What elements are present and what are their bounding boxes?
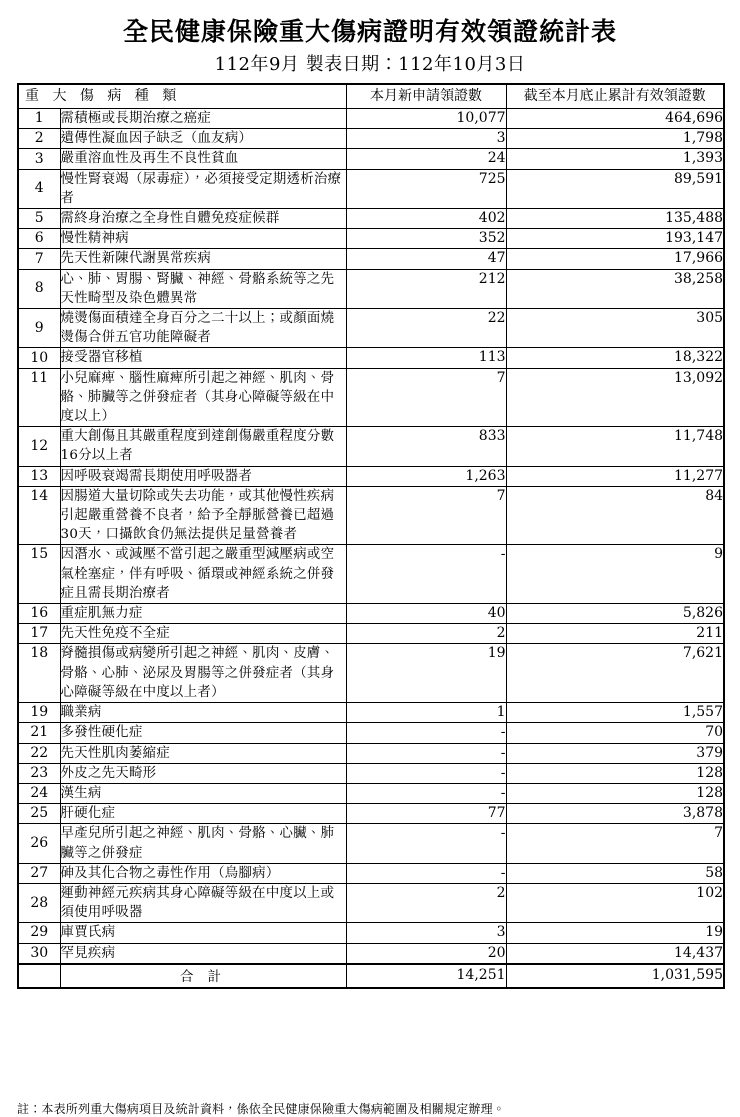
cumulative-valid-certificates-value: 38,258: [506, 269, 724, 308]
table-row: [18, 249, 724, 269]
illness-name: 脊髓損傷或病變所引起之神經、肌肉、皮膚、骨骼、心肺、泌尿及胃腸等之併發症者（其身心障礙等級在中度以上者）: [60, 644, 346, 703]
illness-name: 遺傳性凝血因子缺乏（血友病）: [60, 129, 346, 149]
total-row-blank-cell: [18, 964, 60, 988]
table-row: [18, 883, 724, 922]
total-row: [18, 964, 724, 988]
new-applications-value: -: [346, 863, 506, 883]
table-row: [18, 149, 724, 169]
table-row: [18, 703, 724, 723]
new-applications-value: 22: [346, 309, 506, 348]
table-row: [18, 923, 724, 943]
table-row: [18, 309, 724, 348]
table-row: [18, 604, 724, 624]
new-applications-value: 1,263: [346, 466, 506, 486]
table-footnote: 註：本表所列重大傷病項目及統計資料，係依全民健康保險重大傷病範圍及相關規定辦理。: [17, 1102, 506, 1116]
cumulative-valid-certificates-value: 14,437: [506, 943, 724, 964]
table-header-row: [18, 84, 724, 109]
table-row: [18, 269, 724, 308]
cumulative-valid-certificates-value: 9: [506, 545, 724, 604]
cumulative-valid-certificates-value: 128: [506, 763, 724, 783]
table-row: [18, 783, 724, 803]
illness-name: 重大創傷且其嚴重程度到達創傷嚴重程度分數16分以上者: [60, 427, 346, 466]
cumulative-valid-certificates-value: 1,557: [506, 703, 724, 723]
new-applications-value: -: [346, 763, 506, 783]
table-row: [18, 209, 724, 229]
table-row: [18, 545, 724, 604]
illness-name: 先天性肌肉萎縮症: [60, 743, 346, 763]
cumulative-valid-certificates-value: 70: [506, 723, 724, 743]
page-subtitle: 112年9月 製表日期：112年10月3日: [214, 54, 526, 75]
cumulative-valid-certificates-value: 3,878: [506, 804, 724, 824]
new-applications-value: 20: [346, 943, 506, 964]
illness-name: 慢性精神病: [60, 229, 346, 249]
table-row: [18, 644, 724, 703]
illness-name: 慢性腎衰竭（尿毒症），必須接受定期透析治療者: [60, 169, 346, 208]
table-row: [18, 723, 724, 743]
cumulative-valid-certificates-value: 5,826: [506, 604, 724, 624]
table-row: [18, 824, 724, 863]
cumulative-valid-certificates-value: 11,748: [506, 427, 724, 466]
illness-name: 接受器官移植: [60, 348, 346, 368]
new-applications-value: 1: [346, 703, 506, 723]
new-applications-value: 2: [346, 883, 506, 922]
table-row: [18, 863, 724, 883]
table-row: [18, 804, 724, 824]
cumulative-valid-certificates-value: 193,147: [506, 229, 724, 249]
new-applications-value: 402: [346, 209, 506, 229]
illness-name: 先天性新陳代謝異常疾病: [60, 249, 346, 269]
illness-name: 職業病: [60, 703, 346, 723]
cumulative-valid-certificates-value: 464,696: [506, 109, 724, 129]
row-number: 15: [18, 545, 60, 604]
row-number: 5: [18, 209, 60, 229]
illness-name: 需積極或長期治療之癌症: [60, 109, 346, 129]
row-number: 12: [18, 427, 60, 466]
row-number: 2: [18, 129, 60, 149]
cumulative-valid-certificates-value: 379: [506, 743, 724, 763]
row-number: 8: [18, 269, 60, 308]
cumulative-valid-certificates-value: 135,488: [506, 209, 724, 229]
new-applications-value: 212: [346, 269, 506, 308]
table-row: [18, 486, 724, 545]
table-row: [18, 109, 724, 129]
illness-name: 早產兒所引起之神經、肌肉、骨骼、心臟、肺臟等之併發症: [60, 824, 346, 863]
row-number: 26: [18, 824, 60, 863]
row-number: 14: [18, 486, 60, 545]
row-number: 29: [18, 923, 60, 943]
row-number: 21: [18, 723, 60, 743]
table-footer: [18, 964, 724, 988]
illness-name: 需終身治療之全身性自體免疫症候群: [60, 209, 346, 229]
total-row-new-value: 14,251: [346, 964, 506, 988]
new-applications-value: -: [346, 783, 506, 803]
row-number: 22: [18, 743, 60, 763]
cumulative-valid-certificates-value: 89,591: [506, 169, 724, 208]
cumulative-valid-certificates-value: 13,092: [506, 368, 724, 427]
new-applications-value: 10,077: [346, 109, 506, 129]
table-row: [18, 368, 724, 427]
new-applications-value: 352: [346, 229, 506, 249]
cumulative-valid-certificates-value: 18,322: [506, 348, 724, 368]
illness-name: 庫賈氏病: [60, 923, 346, 943]
row-number: 11: [18, 368, 60, 427]
cumulative-valid-certificates-value: 17,966: [506, 249, 724, 269]
illness-name: 因潛水、或減壓不當引起之嚴重型減壓病或空氣栓塞症，伴有呼吸、循環或神經系統之併發症且需長期治療者: [60, 545, 346, 604]
new-applications-value: 24: [346, 149, 506, 169]
row-number: 23: [18, 763, 60, 783]
total-row-label: 合 計: [60, 964, 346, 988]
row-number: 30: [18, 943, 60, 964]
row-number: 27: [18, 863, 60, 883]
row-number: 3: [18, 149, 60, 169]
new-applications-value: 3: [346, 923, 506, 943]
row-number: 4: [18, 169, 60, 208]
illness-name: 嚴重溶血性及再生不良性貧血: [60, 149, 346, 169]
row-number: 16: [18, 604, 60, 624]
illness-name: 重症肌無力症: [60, 604, 346, 624]
row-number: 7: [18, 249, 60, 269]
table-row: [18, 624, 724, 644]
new-applications-value: -: [346, 723, 506, 743]
table-row: [18, 129, 724, 149]
new-applications-value: -: [346, 545, 506, 604]
row-number: 28: [18, 883, 60, 922]
new-applications-value: 113: [346, 348, 506, 368]
row-number: 1: [18, 109, 60, 129]
column-header-illness-kind: 重 大 傷 病 種 類: [18, 84, 346, 109]
cumulative-valid-certificates-value: 19: [506, 923, 724, 943]
illness-name: 小兒麻痺、腦性麻痺所引起之神經、肌肉、骨骼、肺臟等之併發症者（其身心障礙等級在中度以上）: [60, 368, 346, 427]
row-number: 17: [18, 624, 60, 644]
table-header: [18, 84, 724, 109]
cumulative-valid-certificates-value: 7,621: [506, 644, 724, 703]
row-number: 6: [18, 229, 60, 249]
cumulative-valid-certificates-value: 58: [506, 863, 724, 883]
new-applications-value: 3: [346, 129, 506, 149]
new-applications-value: -: [346, 743, 506, 763]
illness-name: 先天性免疫不全症: [60, 624, 346, 644]
column-header-cumulative: 截至本月底止累計有效領證數: [506, 84, 724, 109]
cumulative-valid-certificates-value: 102: [506, 883, 724, 922]
row-number: 25: [18, 804, 60, 824]
cumulative-valid-certificates-value: 84: [506, 486, 724, 545]
illness-name: 因腸道大量切除或失去功能，或其他慢性疾病引起嚴重營養不良者，給予全靜脈營養已超過30天，口攝飲食仍無法提供足量營養者: [60, 486, 346, 545]
new-applications-value: 725: [346, 169, 506, 208]
illness-name: 罕見疾病: [60, 943, 346, 964]
new-applications-value: 19: [346, 644, 506, 703]
cumulative-valid-certificates-value: 1,798: [506, 129, 724, 149]
column-header-new-this-month: 本月新申請領證數: [346, 84, 506, 109]
table-row: [18, 169, 724, 208]
new-applications-value: 47: [346, 249, 506, 269]
new-applications-value: 7: [346, 486, 506, 545]
new-applications-value: 2: [346, 624, 506, 644]
cumulative-valid-certificates-value: 7: [506, 824, 724, 863]
illness-name: 漢生病: [60, 783, 346, 803]
illness-name: 多發性硬化症: [60, 723, 346, 743]
illness-name: 燒燙傷面積達全身百分之二十以上；或顏面燒燙傷合併五官功能障礙者: [60, 309, 346, 348]
page-title: 全民健康保險重大傷病證明有效領證統計表: [122, 17, 617, 46]
new-applications-value: 77: [346, 804, 506, 824]
new-applications-value: 40: [346, 604, 506, 624]
major-illness-statistics-table: [17, 83, 725, 989]
illness-name: 砷及其化合物之毒性作用（烏腳病）: [60, 863, 346, 883]
table-row: [18, 743, 724, 763]
illness-name: 運動神經元疾病其身心障礙等級在中度以上或須使用呼吸器: [60, 883, 346, 922]
table-body: [18, 109, 724, 964]
illness-name: 肝硬化症: [60, 804, 346, 824]
row-number: 9: [18, 309, 60, 348]
cumulative-valid-certificates-value: 128: [506, 783, 724, 803]
cumulative-valid-certificates-value: 211: [506, 624, 724, 644]
total-row-cumulative-value: 1,031,595: [506, 964, 724, 988]
table-row: [18, 943, 724, 964]
new-applications-value: 7: [346, 368, 506, 427]
cumulative-valid-certificates-value: 11,277: [506, 466, 724, 486]
table-row: [18, 466, 724, 486]
row-number: 13: [18, 466, 60, 486]
cumulative-valid-certificates-value: 1,393: [506, 149, 724, 169]
row-number: 24: [18, 783, 60, 803]
row-number: 18: [18, 644, 60, 703]
cumulative-valid-certificates-value: 305: [506, 309, 724, 348]
row-number: 10: [18, 348, 60, 368]
table-row: [18, 427, 724, 466]
table-row: [18, 348, 724, 368]
new-applications-value: -: [346, 824, 506, 863]
illness-name: 外皮之先天畸形: [60, 763, 346, 783]
row-number: 19: [18, 703, 60, 723]
table-row: [18, 229, 724, 249]
table-row: [18, 763, 724, 783]
new-applications-value: 833: [346, 427, 506, 466]
illness-name: 因呼吸衰竭需長期使用呼吸器者: [60, 466, 346, 486]
illness-name: 心、肺、胃腸、腎臟、神經、骨骼系統等之先天性畸型及染色體異常: [60, 269, 346, 308]
